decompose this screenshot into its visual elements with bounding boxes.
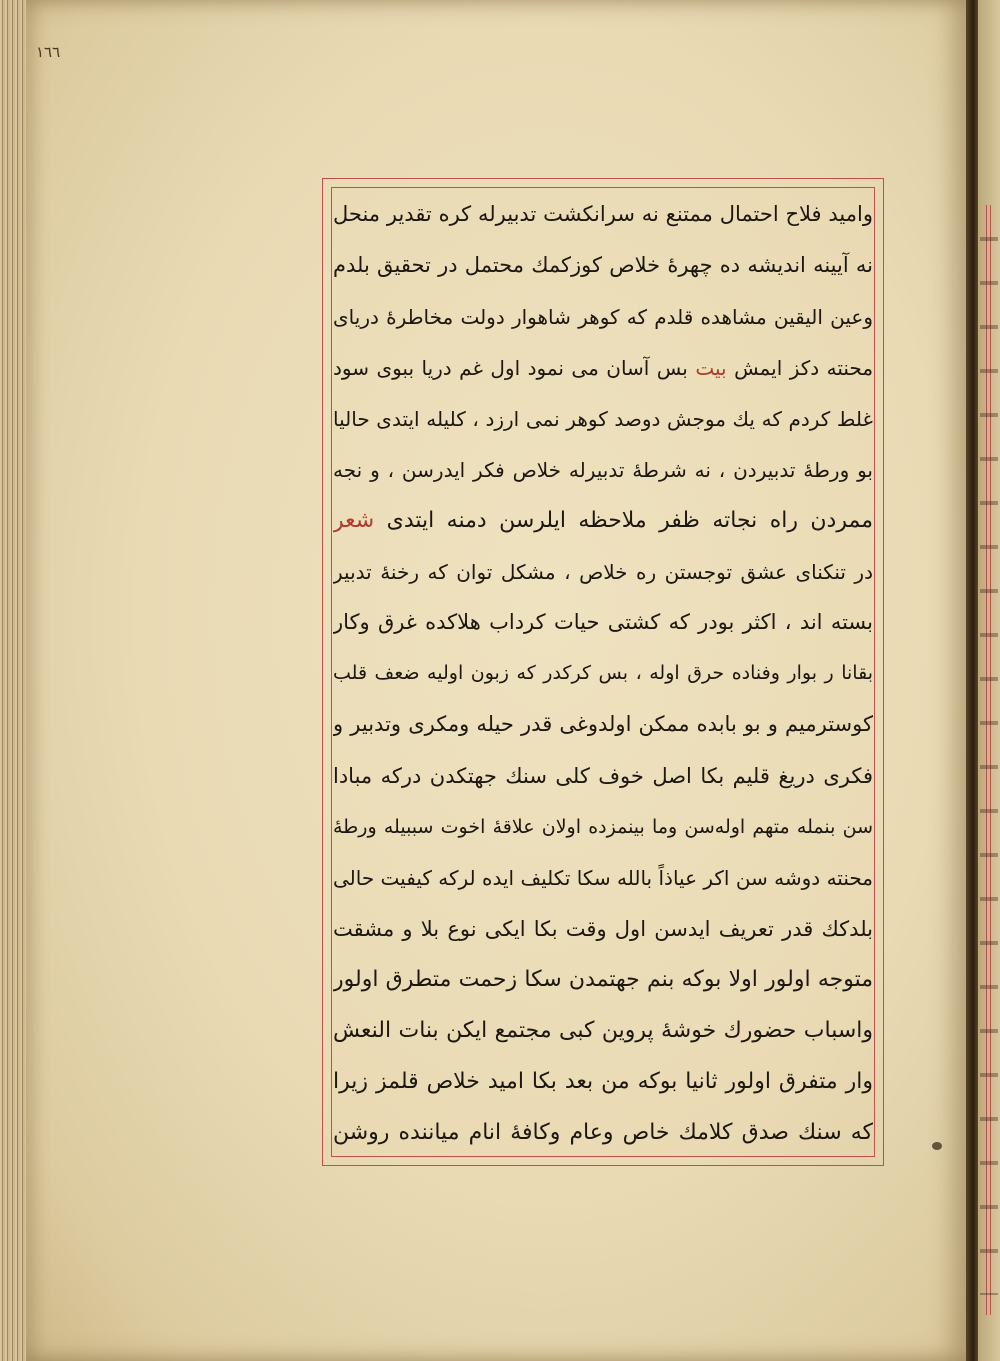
line-text-continued: بس آسان می نمود اول غم دریا ببوی سود xyxy=(333,355,688,380)
line-text: بو ورطهٔ تدبیردن ، نه شرطهٔ تدبیرله خلاص فکر ایدرسن ، و نجه xyxy=(333,457,873,482)
line-text: نه آیینه اندیشه ده چهرهٔ خلاص کوزکمك محتمل در تحقیق بلدم xyxy=(333,253,873,278)
text-line xyxy=(333,751,873,802)
text-line xyxy=(333,904,873,955)
text-line xyxy=(333,189,873,240)
text-line-content xyxy=(333,255,873,276)
line-text: بلدکك قدر تعریف ایدسن اول وقت بکا ایکی نوع بلا و مشقت xyxy=(333,916,873,941)
text-line-content xyxy=(333,866,873,891)
manuscript-page xyxy=(26,0,972,1361)
text-line-content xyxy=(333,559,873,584)
text-block xyxy=(333,189,873,1159)
line-text: متوجه اولور اولا بوکه بنم جهتمدن سکا زحمت متطرق اولور xyxy=(333,967,873,993)
text-line-content xyxy=(333,507,873,533)
text-line-content xyxy=(333,664,873,683)
facing-page-edge xyxy=(978,0,1000,1361)
text-line-content xyxy=(333,1071,873,1093)
rubric-heading: شعر xyxy=(333,507,375,533)
text-line-content xyxy=(333,457,873,482)
line-text: واسباب حضورك خوشهٔ پروین کبی مجتمع ایکن بنات النعش xyxy=(333,1018,873,1044)
text-line xyxy=(333,955,873,1006)
text-line-content xyxy=(333,815,873,838)
text-line-content xyxy=(333,204,873,225)
text-line xyxy=(333,597,873,648)
line-text: فکری دریغ قلیم بکا اصل خوف کلی سنك جهتکدن درکه مبادا xyxy=(333,763,873,788)
text-line xyxy=(333,802,873,853)
text-line xyxy=(333,444,873,495)
text-line-content xyxy=(333,916,873,941)
text-line xyxy=(333,1108,873,1159)
text-line xyxy=(333,291,873,342)
line-text: وعین الیقین مشاهده قلدم که کوهر شاهوار دولت مخاطرهٔ دریای xyxy=(333,304,873,329)
text-line xyxy=(333,1006,873,1057)
text-line-content xyxy=(333,969,873,991)
line-text: در تنکنای عشق توجستن ره خلاص ، مشکل توان که رخنهٔ تدبیر xyxy=(333,559,873,584)
text-line-content xyxy=(333,612,873,633)
text-line xyxy=(333,393,873,444)
text-line-content xyxy=(333,1020,873,1042)
line-text: محنته دوشه سن اکر عیاذاً بالله سکا تکلیف ایده لرکه کیفیت حالی xyxy=(333,866,873,891)
facing-page-text-fragment xyxy=(980,215,998,1295)
line-text: ممردن راه نجاته ظفر ملاحظه ایلرسن دمنه ایتدی xyxy=(386,507,873,533)
folio-number: ١٦٦ xyxy=(36,43,61,61)
text-line-content xyxy=(333,304,873,329)
text-line xyxy=(333,546,873,597)
text-line xyxy=(333,495,873,546)
line-text: سن بنمله متهم اولەسن وما بینمزده اولان علاقهٔ اخوت سببیله ورطهٔ xyxy=(333,815,873,838)
text-line xyxy=(333,648,873,699)
line-text: که سنك صدق کلامك خاص وعام وکافهٔ انام میاننده روشن xyxy=(333,1120,873,1146)
line-text: بقانا ر بوار وفناده حرق اوله ، بس کرکدر که زبون اولیه ضعف قلب xyxy=(333,662,873,685)
text-line-content xyxy=(333,355,873,380)
line-text: بسته اند ، اکثر بودر که کشتی حیات کرداب هلاکده غرق وکار xyxy=(333,610,873,635)
text-line xyxy=(333,853,873,904)
text-line-content xyxy=(333,406,873,431)
text-line xyxy=(333,342,873,393)
ink-blot xyxy=(932,1142,942,1150)
line-text: محنته دکز ایمش xyxy=(734,355,873,380)
text-line xyxy=(333,699,873,750)
line-text: کوسترمیم و بو بابده ممکن اولدوغی قدر حیله ومکری وتدبیر و xyxy=(333,712,873,737)
line-text: وامید فلاح احتمال ممتنع نه سرانکشت تدبیرله کره تقدیر منحل xyxy=(333,202,873,227)
text-line-content xyxy=(333,1122,873,1144)
rubric-heading: بیت xyxy=(695,355,727,380)
text-line xyxy=(333,1057,873,1108)
line-text: غلط کردم که یك موجش دوصد کوهر نمی ارزد ، کلیله ایتدی حالیا xyxy=(333,406,873,431)
text-frame-outer-rule xyxy=(322,178,884,1166)
text-line-content xyxy=(333,714,873,735)
text-line xyxy=(333,240,873,291)
line-text: وار متفرق اولور ثانیا بوکه من بعد بکا امید خلاص قلمز زیرا xyxy=(333,1069,873,1095)
text-line-content xyxy=(333,763,873,788)
